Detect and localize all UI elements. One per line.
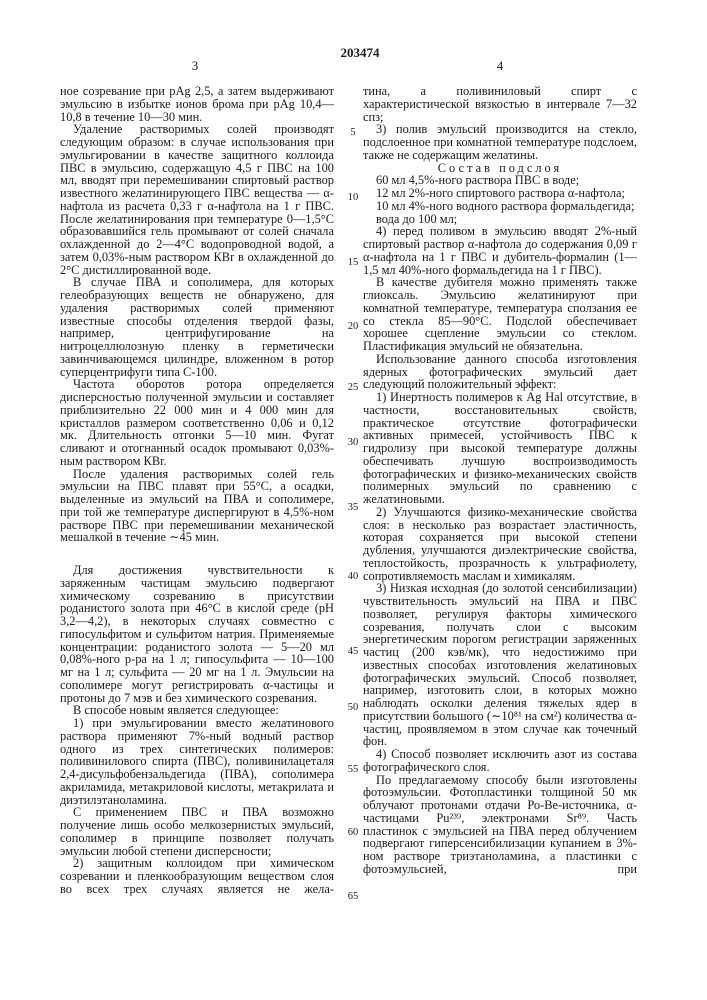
paragraph: 3) полив эмульсий производится на стекло, подслоенное при комнатной температуре подслоем, также не содержащим желатины. — [363, 123, 637, 161]
paragraph: 2) Улучшаются физико-механические свойства слоя: в несколько раз возрастает эластичность, которая сохраняется при высокой степени дубления, улучшаются диэлектрические свойства, теплостойкость, прозрачность к ультрафиолету, сопротивляемость маслам и химикалям. — [363, 506, 637, 583]
section-heading: Состав подслоя — [363, 162, 637, 175]
paragraph: 4) перед поливом в эмульсию вводят 2%-ный спиртовый раствор α-нафтола до содержания 0,09 г α-нафтола на 1 г ПВС и дубитель-формалин (1—1,5 мл 40%-ного формальдегида на 1 г ПВС). — [363, 225, 637, 276]
paragraph: Частота оборотов ротора определяется дисперсностью полученной эмульсии и составляет приблизительно 22 000 мин и 4 000 мин для кристаллов размером соответственно 0,06 и 0,12 мк. Длительность отгонки 5—10 мин. Фугат сливают и отогнанный осадок промывают 0,03%-ным раствором КВr. — [60, 378, 334, 467]
paragraph: Для достижения чувствительности к заряженным частицам эмульсию подвергают химическому созреванию в присутствии роданистого золота при 46°С в кислой среде (рН 3,2—4,2), в некоторых случаях совместно с гипосульфитом и сульфитом натрия. Применяемые концентрации: роданистого золота — 5—20 мл 0,08%-ного р-ра на 1 л; гипосульфита — 10—100 мг на 1 л; сульфита — 20 мг на 1 л. Эмульсии на сополимере могут регистрировать α-частицы и протоны до 7 мэв и без химического созревания. — [60, 564, 334, 704]
paragraph: В случае ПВА и сополимера, для которых гелеобразующих веществ не обнаружено, для удаления растворимых солей применяют известные способы отделения твердой фазы, например, центрифугирование на нитроцеллюлозную пленку в герметически завинчивающемся цилиндре, вложенном в ротор суперцентрифуги типа С-100. — [60, 276, 334, 378]
document-number: 203474 — [330, 45, 390, 61]
page-number-right: 4 — [490, 58, 510, 74]
paragraph: С применением ПВС и ПВА возможно получение лишь особо мелкозернистых эмульсий, сополимер в принципе позволяет получать эмульсии любой степени дисперсности; — [60, 806, 334, 857]
line-number: 15 — [343, 257, 363, 268]
paragraph: 60 мл 4,5%-ного раствора ПВС в воде; — [363, 174, 637, 187]
line-number: 30 — [343, 437, 363, 448]
paragraph: По предлагаемому способу были изготовлены фотоэмульсии. Фотопластинки толщиной 50 мк облучают протонами отдачи Ро-Ве-источника, α-частицами Pu²³⁹, электронами Sr⁸⁹. Часть пластинок с эмульсией на ПВА перед облучением подвергают гиперсенсибилизации купанием в 3%-ном растворе триэтаноламина, а пластинки с фотоэмульсией, при — [363, 774, 637, 876]
paragraph: 12 мл 2%-ного спиртового раствора α-нафтола; — [363, 187, 637, 200]
line-number: 50 — [343, 702, 363, 713]
line-number: 10 — [343, 192, 363, 203]
line-number: 40 — [343, 571, 363, 582]
spacer — [60, 544, 334, 564]
paragraph: Удаление растворимых солей производят следующим образом: в случае использования при эмульгировании в качестве защитного коллоида ПВС в эмульсию, содержащую 4,5 г ПВС на 100 мл, вводят при перемешивании спиртовый раствор известного желатинирующего ПВС вещества — α-нафтола из расчета 0,33 г α-нафтола на 1 г ПВС. После желатинирования при температуре 0—1,5°С образовавшийся гель промывают от солей сначала охлажденной до 2—4°С водопроводной водой, а затем 0,03%-ным раствором КВr в охлажденной до 2°С дистиллированной воде. — [60, 123, 334, 276]
line-number: 65 — [343, 891, 363, 902]
paragraph: В качестве дубителя можно применять также глиоксаль. Эмульсию желатинируют при комнатной температуре, температура сползания ее со стекла 85—90°С. Подслой обеспечивает хорошее сцепление эмульсии со стеклом. Пластификация эмульсий не обязательна. — [363, 276, 637, 353]
line-number: 35 — [343, 502, 363, 513]
line-number: 20 — [343, 321, 363, 332]
line-number: 55 — [343, 764, 363, 775]
paragraph: вода до 100 мл; — [363, 213, 637, 226]
line-number: 60 — [343, 827, 363, 838]
right-column — [363, 85, 637, 876]
paragraph: После удаления растворимых солей гель эмульсии на ПВС плавят при 55°С, а осадки, выделенные из эмульсий на ПВА и сополимере, при той же температуре диспергируют в 4,5%-ном растворе ПВС при перемешивании механической мешалкой в течение ∼45 мин. — [60, 468, 334, 545]
paragraph: 3) Низкая исходная (до золотой сенсибилизации) чувствительность эмульсий на ПВА и ПВС позволяет, регулируя факторы химического созревания, получать слои с высоким энергетическим порогом регистрации заряженных частиц (200 кэв/мк), что недостижимо при известных способах изготовления желатиновых фотографических эмульсий. Способ позволяет, например, изготовить слои, в которых можно наблюдать осколки деления тяжелых ядер в присутствии большого (∼10⁸¹ на см²) количества α-частиц, проявляемом в этом случае как точечный фон. — [363, 582, 637, 748]
paragraph: 2) защитным коллоидом при химическом созревании и пленкообразующим веществом слоя во всех трех случаях является не жела- — [60, 857, 334, 895]
left-column — [60, 85, 334, 896]
paragraph: 1) при эмульгировании вместо желатинового раствора применяют 7%-ный водный раствор одного из трех синтетических полимеров: поливинилового спирта (ПВС), поливинилацеталя 2,4-дисульфобензальдегида (ПВА), сополимера акриламида, метакриловой кислоты, метакрилата и диэтилэтаноламина. — [60, 717, 334, 806]
paragraph: тина, а поливиниловый спирт с характеристической вязкостью в интервале 7—32 спз; — [363, 85, 637, 123]
line-number: 45 — [343, 646, 363, 657]
paragraph: Использование данного способа изготовления ядерных фотографических эмульсий дает следующий положительный эффект: — [363, 353, 637, 391]
paragraph: 4) Способ позволяет исключить азот из состава фотографического слоя. — [363, 748, 637, 774]
paragraph: 1) Инертность полимеров к Ag Hal отсутствие, в частности, восстановительных свойств, практическое отсутствие фотографически активных примесей, устойчивость ПВС к гидролизу при высокой температуре должны обеспечивать лучшую воспроизводимость фотографических и физико-механических свойств полимерных эмульсий по сравнению с желатиновыми. — [363, 391, 637, 506]
paragraph: 10 мл 4%-ного водного раствора формальдегида; — [363, 200, 637, 213]
paragraph: В способе новым является следующее: — [60, 704, 334, 717]
line-number: 25 — [343, 382, 363, 393]
line-number: 5 — [343, 127, 363, 138]
page-number-left: 3 — [185, 58, 205, 74]
paragraph: ное созревание при pAg 2,5, а затем выдерживают эмульсию в избытке ионов брома при pAg 10,4—10,8 в течение 10—30 мин. — [60, 85, 334, 123]
